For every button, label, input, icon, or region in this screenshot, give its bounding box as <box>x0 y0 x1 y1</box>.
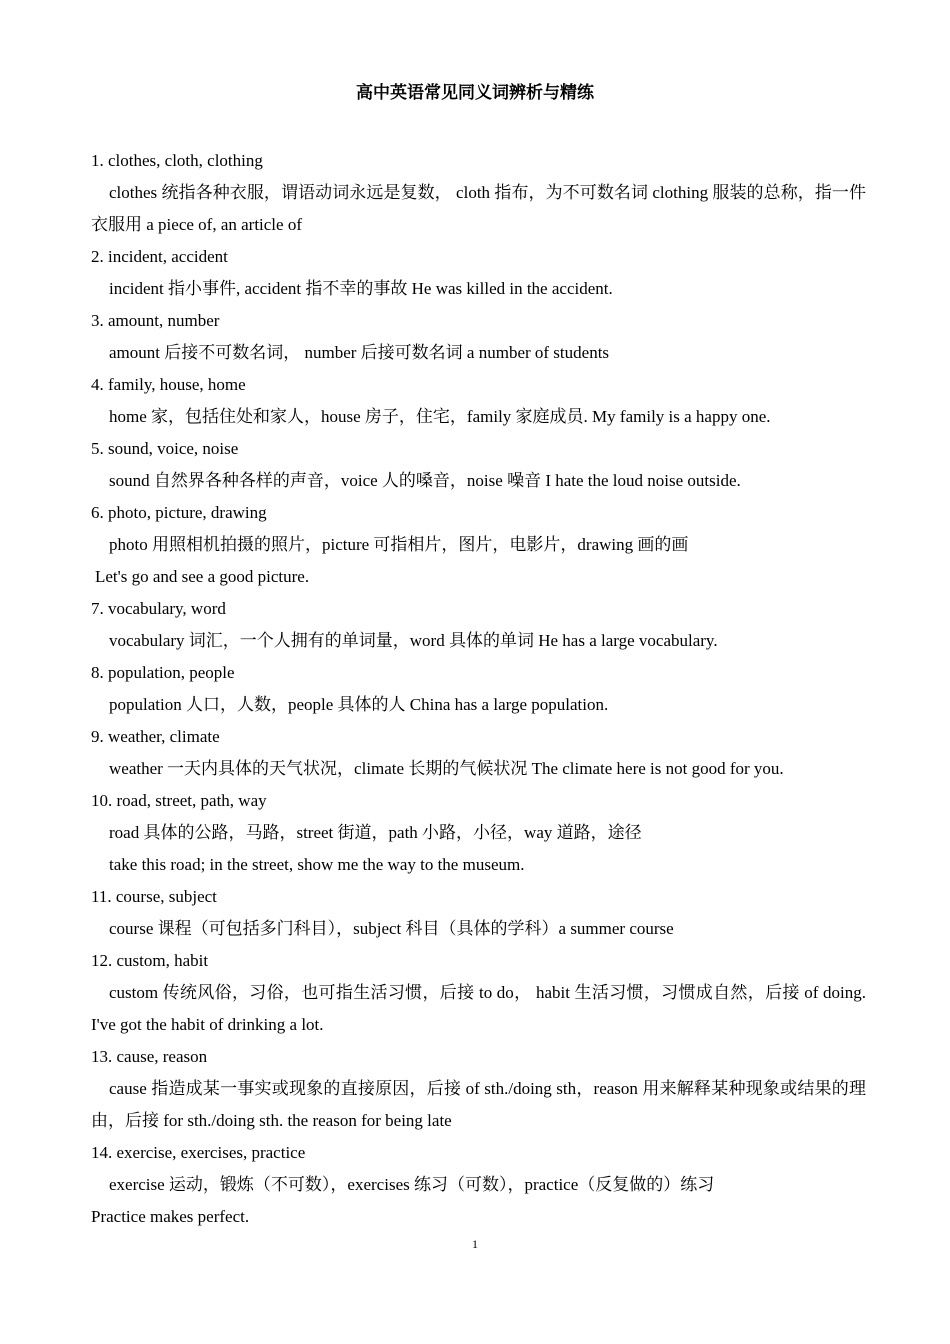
item-explanation: custom 传统风俗，习俗，也可指生活习惯，后接 to do， habit 生活习惯，习惯成自然，后接 of doing. I've got the habit of drinking a lot. <box>91 983 866 1034</box>
item-heading: 14. exercise, exercises, practice <box>91 1143 306 1162</box>
document-title: 高中英语常见同义词辨析与精练 <box>356 83 594 102</box>
item-heading: 2. incident, accident <box>91 247 228 266</box>
item-heading: 10. road, street, path, way <box>91 791 267 810</box>
item-heading: 11. course, subject <box>91 887 217 906</box>
item-explanation: incident 指小事件, accident 指不幸的事故 He was killed in the accident. <box>109 279 613 298</box>
page-number: 1 <box>472 1237 478 1251</box>
item-heading: 6. photo, picture, drawing <box>91 503 267 522</box>
item-explanation: clothes 统指各种衣服，谓语动词永远是复数， cloth 指布，为不可数名词 clothing 服装的总称，指一件衣服用 a piece of, an article of <box>91 183 866 234</box>
item-explanation: home 家，包括住处和家人，house 房子，住宅，family 家庭成员. My family is a happy one. <box>109 407 771 426</box>
item-heading: 13. cause, reason <box>91 1047 208 1066</box>
item-explanation: cause 指造成某一事实或现象的直接原因，后接 of sth./doing sth，reason 用来解释某种现象或结果的理由，后接 for sth./doing sth. the reason for being late <box>91 1079 866 1130</box>
item-heading: 8. population, people <box>91 663 235 682</box>
item-heading: 7. vocabulary, word <box>91 599 226 618</box>
item-explanation: population 人口，人数，people 具体的人 China has a large population. <box>109 695 609 714</box>
item-explanation: amount 后接不可数名词， number 后接可数名词 a number of students <box>109 343 610 362</box>
item-example: Practice makes perfect. <box>91 1207 250 1226</box>
item-explanation: vocabulary 词汇，一个人拥有的单词量，word 具体的单词 He has a large vocabulary. <box>109 631 718 650</box>
item-example: Let's go and see a good picture. <box>95 567 310 586</box>
item-heading: 1. clothes, cloth, clothing <box>91 151 263 170</box>
item-example: take this road; in the street, show me the way to the museum. <box>109 855 525 874</box>
item-heading: 5. sound, voice, noise <box>91 439 239 458</box>
item-explanation: road 具体的公路，马路，street 街道，path 小路，小径，way 道路，途径 <box>109 823 642 842</box>
item-explanation: photo 用照相机拍摄的照片，picture 可指相片，图片，电影片，drawing 画的画 <box>109 535 689 554</box>
item-heading: 4. family, house, home <box>91 375 246 394</box>
item-heading: 12. custom, habit <box>91 951 209 970</box>
item-heading: 3. amount, number <box>91 311 220 330</box>
item-heading: 9. weather, climate <box>91 727 220 746</box>
document-body <box>91 145 866 1233</box>
item-explanation: sound 自然界各种各样的声音，voice 人的嗓音，noise 噪音 I hate the loud noise outside. <box>109 471 741 490</box>
item-explanation: exercise 运动，锻炼（不可数），exercises 练习（可数），practice（反复做的）练习 <box>109 1175 715 1194</box>
item-explanation: course 课程（可包括多门科目），subject 科目（具体的学科）a summer course <box>109 919 674 938</box>
item-explanation: weather 一天内具体的天气状况，climate 长期的气候状况 The climate here is not good for you. <box>109 759 784 778</box>
